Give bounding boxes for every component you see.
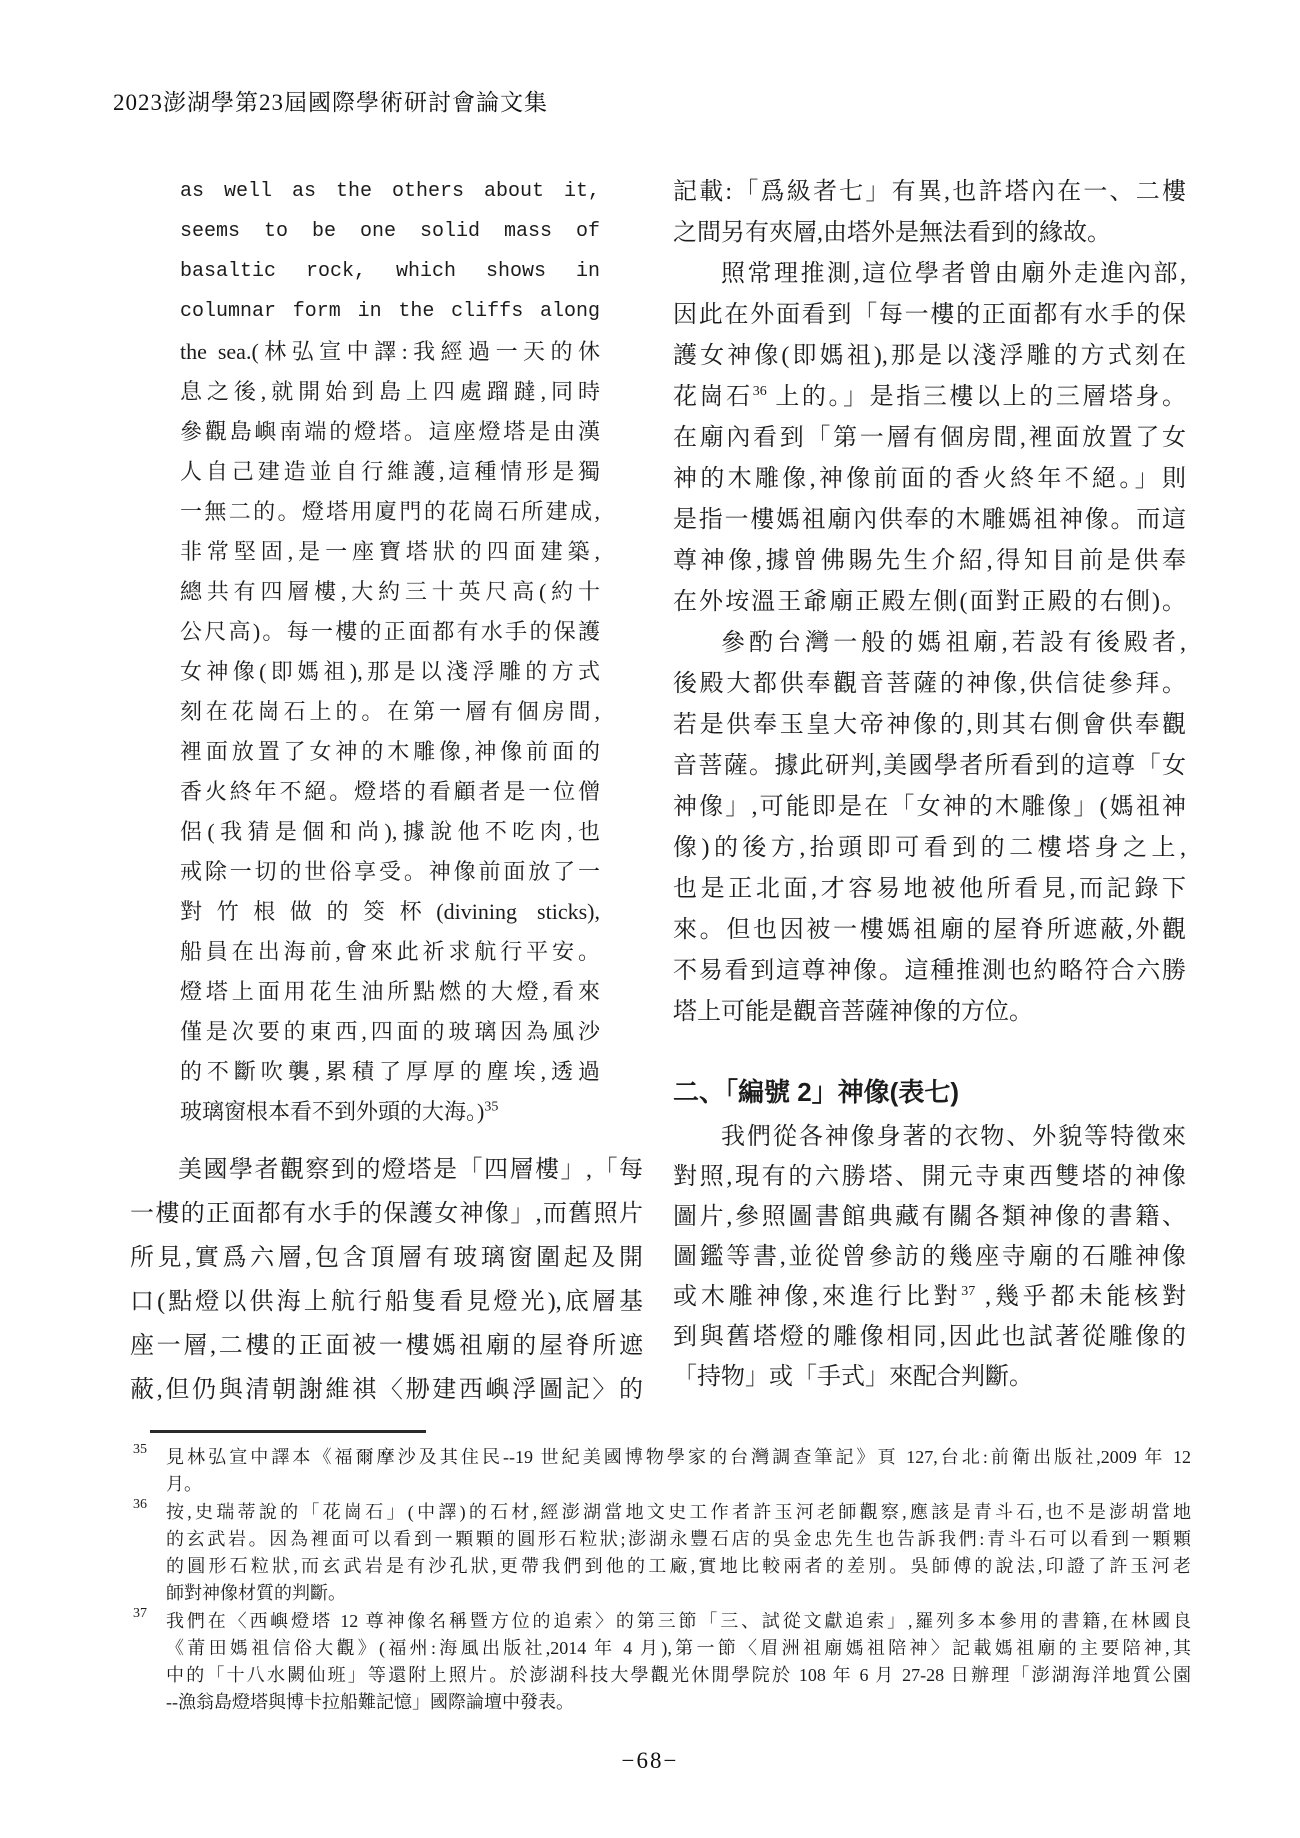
paragraph-line: 我們從各神像身著的衣物、外貌等特徵來 <box>721 1124 1186 1150</box>
footnote-marker: 37 <box>133 1606 147 1621</box>
paragraph-line: 到與舊塔燈的雕像相同,因此也試著從雕像的 <box>673 1324 1186 1350</box>
footnote-line: 月。 <box>166 1474 202 1494</box>
paragraph-line: 記載:「爲級者七」有異,也許塔內在一、二樓 <box>673 179 1186 205</box>
paragraph-line: 圖鑑等書,並從曾參訪的幾座寺廟的石雕神像 <box>673 1244 1186 1270</box>
footnote-36 <box>133 1499 1191 1607</box>
paragraph-line: 後殿大都供奉觀音菩薩的神像,供信徒參拜。 <box>673 671 1186 697</box>
quote-line: 對竹根做的筊杯(divining sticks), <box>180 899 600 924</box>
footnote-marker: 36 <box>133 1497 147 1512</box>
body-paragraph <box>673 1117 1186 1397</box>
page-header-title: 2023澎湖學第23屆國際學術研討會論文集 <box>113 90 548 115</box>
footnote-line: 按,史瑞蒂說的「花崗石」(中譯)的石材,經澎湖當地文史工作者許玉河老師觀察,應該是青斗石,也不是澎胡當地 <box>166 1502 1191 1522</box>
page-number: −68− <box>621 1748 679 1773</box>
quote-line: columnar form in the cliffs along <box>180 300 600 323</box>
quote-line-text: 玻璃窗根本看不到外頭的大海。) <box>180 1099 485 1124</box>
quote-line: basaltic rock, which shows in <box>180 260 600 283</box>
paragraph-line: 蔽,但仍與清朝謝維祺〈刱建西嶼浮圖記〉的 <box>130 1377 643 1403</box>
paragraph-line: 對照,現有的六勝塔、開元寺東西雙塔的神像 <box>673 1164 1186 1190</box>
footnote-ref-37: 37 <box>961 1284 976 1299</box>
paragraph-line: 像)的後方,抬頭即可看到的二樓塔身之上, <box>673 835 1186 861</box>
paragraph-line: 美國學者觀察到的燈塔是「四層樓」,「每 <box>178 1157 643 1183</box>
paragraph-line: 在外垵溫王爺廟正殿左側(面對正殿的右側)。 <box>673 589 1186 615</box>
paragraph-line: 照常理推測,這位學者曾由廟外走進內部, <box>721 261 1186 287</box>
paragraph-line: 神像」,可能即是在「女神的木雕像」(媽祖神 <box>673 794 1186 820</box>
quote-line: 女神像(即媽祖),那是以淺浮雕的方式 <box>180 659 600 684</box>
paragraph-line-text: 或木雕神像,來進行比對 <box>673 1284 962 1310</box>
footnote-37 <box>133 1608 1191 1716</box>
footnote-ref-35: 35 <box>484 1099 499 1115</box>
paragraph-line: 也是正北面,才容易地被他所看見,而記錄下 <box>673 876 1186 902</box>
quote-line: 非常堅固,是一座寶塔狀的四面建築, <box>180 539 600 564</box>
paragraph-line: 護女神像(即媽祖),那是以淺浮雕的方式刻在 <box>673 343 1186 369</box>
quote-line: 侶(我猜是個和尚),據說他不吃肉,也 <box>180 819 600 844</box>
quote-line: 息之後,就開始到島上四處蹓躂,同時 <box>180 379 600 404</box>
paragraph-line: 音菩薩。據此研判,美國學者所看到的這尊「女 <box>673 753 1186 779</box>
quote-line: the sea.(林弘宣中譯:我經過一天的休 <box>180 339 600 364</box>
paragraph-line: 一樓的正面都有水手的保護女神像」,而舊照片 <box>130 1201 643 1227</box>
footnote-line: 的圓形石粒狀,而玄武岩是有沙孔狀,更帶我們到他的工廠,實地比較兩者的差別。吳師傅的說法,印證了許玉河老 <box>166 1556 1191 1576</box>
paragraph-line <box>673 1277 1186 1317</box>
quote-line: 一無二的。燈塔用廈門的花崗石所建成, <box>180 499 600 524</box>
footnote-line: 見林弘宣中譯本《福爾摩沙及其住民--19 世紀美國博物學家的台灣調查筆記》頁 127,台北:前衛出版社,2009 年 12 <box>166 1447 1191 1467</box>
footnote-35 <box>133 1444 1191 1498</box>
quote-line: 公尺高)。每一樓的正面都有水手的保護 <box>180 619 600 644</box>
paragraph-line: 若是供奉玉皇大帝神像的,則其右側會供奉觀 <box>673 712 1186 738</box>
paragraph-line: 神的木雕像,神像前面的香火終年不絕。」則 <box>673 466 1186 492</box>
quote-line: 裡面放置了女神的木雕像,神像前面的 <box>180 739 600 764</box>
quote-line: 人自己建造並自行維護,這種情形是獨 <box>180 459 600 484</box>
quote-line: 船員在出海前,會來此祈求航行平安。 <box>180 939 600 964</box>
paragraph-line: 參酌台灣一般的媽祖廟,若設有後殿者, <box>721 630 1186 656</box>
footnote-line: 的玄武岩。因為裡面可以看到一顆顆的圓形石粒狀;澎湖永豐石店的吳金忠先生也告訴我們:青斗石可以看到一顆顆 <box>166 1529 1191 1549</box>
quote-line <box>180 1092 600 1132</box>
footnote-line: --漁翁島燈塔與博卡拉船難記憶」國際論壇中發表。 <box>166 1692 574 1712</box>
quote-line: 刻在花崗石上的。在第一層有個房間, <box>180 699 600 724</box>
paragraph-line: 座一層,二樓的正面被一樓媽祖廟的屋脊所遮 <box>130 1333 643 1359</box>
paragraph-line: 尊神像,據曾佛賜先生介紹,得知目前是供奉 <box>673 548 1186 574</box>
left-column <box>130 172 643 1412</box>
paragraph-line: 塔上可能是觀音菩薩神像的方位。 <box>673 999 1033 1025</box>
paragraph-line: 所見,實爲六層,包含頂層有玻璃窗圍起及開 <box>130 1245 643 1271</box>
footnote-line: 中的「十八水闕仙班」等還附上照片。於澎湖科技大學觀光休閒學院於 108 年 6 月 27-28 日辦理「澎湖海洋地質公園 <box>166 1665 1191 1685</box>
block-quote <box>180 172 600 1132</box>
paragraph-line-text: 花崗石 <box>673 384 753 410</box>
quote-line: 參觀島嶼南端的燈塔。這座燈塔是由漢 <box>180 419 600 444</box>
body-paragraph <box>130 1148 643 1412</box>
footnote-line: 師對神像材質的判斷。 <box>166 1583 346 1603</box>
paragraph-line-text: ,幾乎都未能核對 <box>975 1284 1187 1310</box>
quote-line: 僅是次要的東西,四面的玻璃因為風沙 <box>180 1019 600 1044</box>
footnote-separator <box>150 1430 426 1433</box>
paragraph-line: 圖片,參照圖書館典藏有關各類神像的書籍、 <box>673 1204 1186 1230</box>
paragraph-line: 之間另有夾層,由塔外是無法看到的緣故。 <box>673 220 1111 246</box>
quote-line: 的不斷吹襲,累積了厚厚的塵埃,透過 <box>180 1059 600 1084</box>
footnote-line: 《莆田媽祖信俗大觀》(福州:海風出版社,2014 年 4 月),第一節〈眉洲祖廟媽祖陪神〉記載媽祖廟的主要陪神,其 <box>166 1638 1191 1658</box>
paragraph-line: 不易看到這尊神像。這種推測也約略符合六勝 <box>673 958 1186 984</box>
paragraph-line: 來。但也因被一樓媽祖廟的屋脊所遮蔽,外觀 <box>673 917 1186 943</box>
quote-line: 戒除一切的世俗享受。神像前面放了一 <box>180 859 600 884</box>
quote-line: 燈塔上面用花生油所點燃的大燈,看來 <box>180 979 600 1004</box>
paragraph-line: 是指一樓媽祖廟內供奉的木雕媽祖神像。而這 <box>673 507 1186 533</box>
quote-line: 總共有四層樓,大約三十英尺高(約十 <box>180 579 600 604</box>
right-column <box>673 172 1186 1397</box>
footnote-line: 我們在〈西嶼燈塔 12 尊神像名稱暨方位的追索〉的第三節「三、試從文獻追索」,羅列多本參用的書籍,在林國良 <box>166 1611 1191 1631</box>
body-paragraph <box>673 172 1186 1033</box>
footnotes <box>133 1444 1191 1717</box>
paragraph-line: 在廟內看到「第一層有個房間,裡面放置了女 <box>673 425 1186 451</box>
footnote-ref-36: 36 <box>752 384 767 399</box>
quote-line: as well as the others about it, <box>180 180 600 203</box>
paragraph-line: 「持物」或「手式」來配合判斷。 <box>673 1364 1033 1390</box>
paragraph-line <box>673 377 1186 418</box>
quote-line: seems to be one solid mass of <box>180 220 600 243</box>
quote-line: 香火終年不絕。燈塔的看顧者是一位僧 <box>180 779 600 804</box>
paragraph-line: 因此在外面看到「每一樓的正面都有水手的保 <box>673 302 1186 328</box>
paragraph-line-text: 上的。」是指三樓以上的三層塔身。 <box>766 384 1187 410</box>
footnote-marker: 35 <box>133 1442 147 1457</box>
section-heading: 二、「編號 2」神像(表七) <box>673 1077 960 1107</box>
paragraph-line: 口(點燈以供海上航行船隻看見燈光),底層基 <box>130 1289 643 1315</box>
